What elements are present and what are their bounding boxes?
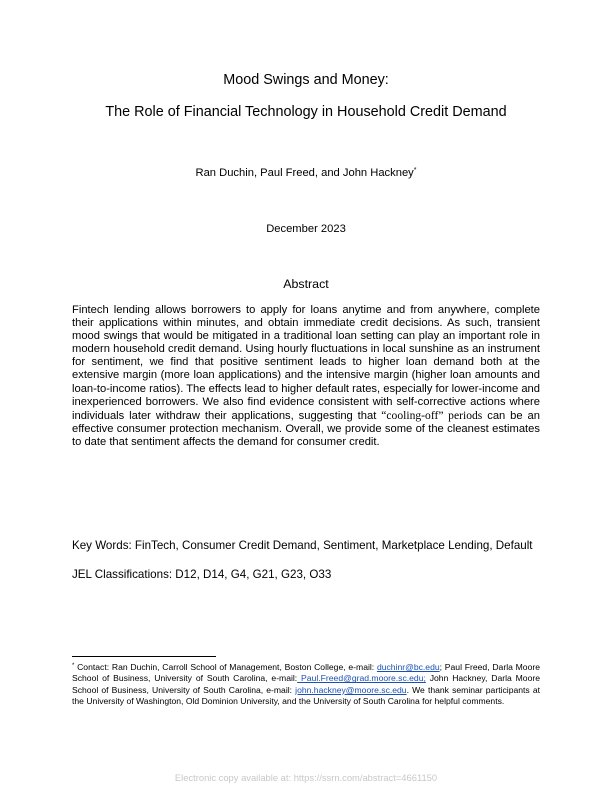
author-line xyxy=(0,166,612,180)
email-link-hackney[interactable]: john.hackney@moore.sc.edu xyxy=(295,684,407,695)
keywords-line: Key Words: FinTech, Consumer Credit Demand, Sentiment, Marketplace Lending, Default xyxy=(72,539,533,552)
abstract-text-part-2: can be an effective consumer protection mechanism. Overall, we provide some of the cleanest estimates to date that sentiment affects the demand for consumer credit. xyxy=(72,409,540,448)
email-link-duchin[interactable]: duchinr@bc.edu xyxy=(376,662,440,672)
abstract-heading: Abstract xyxy=(283,277,329,291)
abstract-text-part-1: Fintech lending allows borrowers to apply for loans anytime and from anywhere, complete their applications within minutes, and obtain immediate credit decisions. As such, transient mood swings that would be mitigated in a traditional loan setting can play an important role in modern household credit demand. Using hourly fluctuations in local sunshine as an instrument for sentiment, we find that positive sentiment leads to higher loan demand both at the extensive margin (more loan applications) and the intensive margin (higher loan amounts and loan-to-income ratios). The effects lead to higher default rates, especially for lower-income and inexperienced borrowers. We also find evidence consistent with self-corrective actions where individuals later withdraw their applications, suggesting that xyxy=(72,304,540,422)
paper-title-line-1: Mood Swings and Money: xyxy=(223,72,389,88)
contact-footnote xyxy=(72,662,540,708)
author-footnote-marker[interactable]: * xyxy=(413,167,417,174)
paper-title-line-2: The Role of Financial Technology in Household Credit Demand xyxy=(105,104,507,120)
footnote-text-part-3: John Hackney, Darla Moore School of Business, University of South Carolina, e-mail: xyxy=(72,673,540,695)
publication-date: December 2023 xyxy=(266,223,346,235)
abstract-body xyxy=(72,304,540,449)
abstract-quoted-term: “cooling-off” periods xyxy=(381,408,483,422)
email-link-freed[interactable]: Paul.Freed@grad.moore.sc.edu; xyxy=(297,673,426,684)
ssrn-availability-footer: Electronic copy available at: https://ssrn.com/abstract=4661150 xyxy=(174,772,438,783)
footnote-text-part-1: Contact: Ran Duchin, Carroll School of Management, Boston College, e-mail: xyxy=(74,662,377,672)
jel-classifications-line: JEL Classifications: D12, D14, G4, G21, G23, O33 xyxy=(72,568,332,581)
footnote-divider xyxy=(72,656,216,657)
footnote-marker: * xyxy=(72,663,75,669)
footnote-text-part-4: . We thank seminar participants at the University of Washington, Old Dominion University, and the University of South Carolina for helpful comments. xyxy=(72,684,540,707)
footnote-text-part-2: ; Paul Freed, Darla Moore School of Business, University of South Carolina, e-mail: xyxy=(72,662,540,684)
author-names: Ran Duchin, Paul Freed, and John Hackney xyxy=(195,167,414,179)
